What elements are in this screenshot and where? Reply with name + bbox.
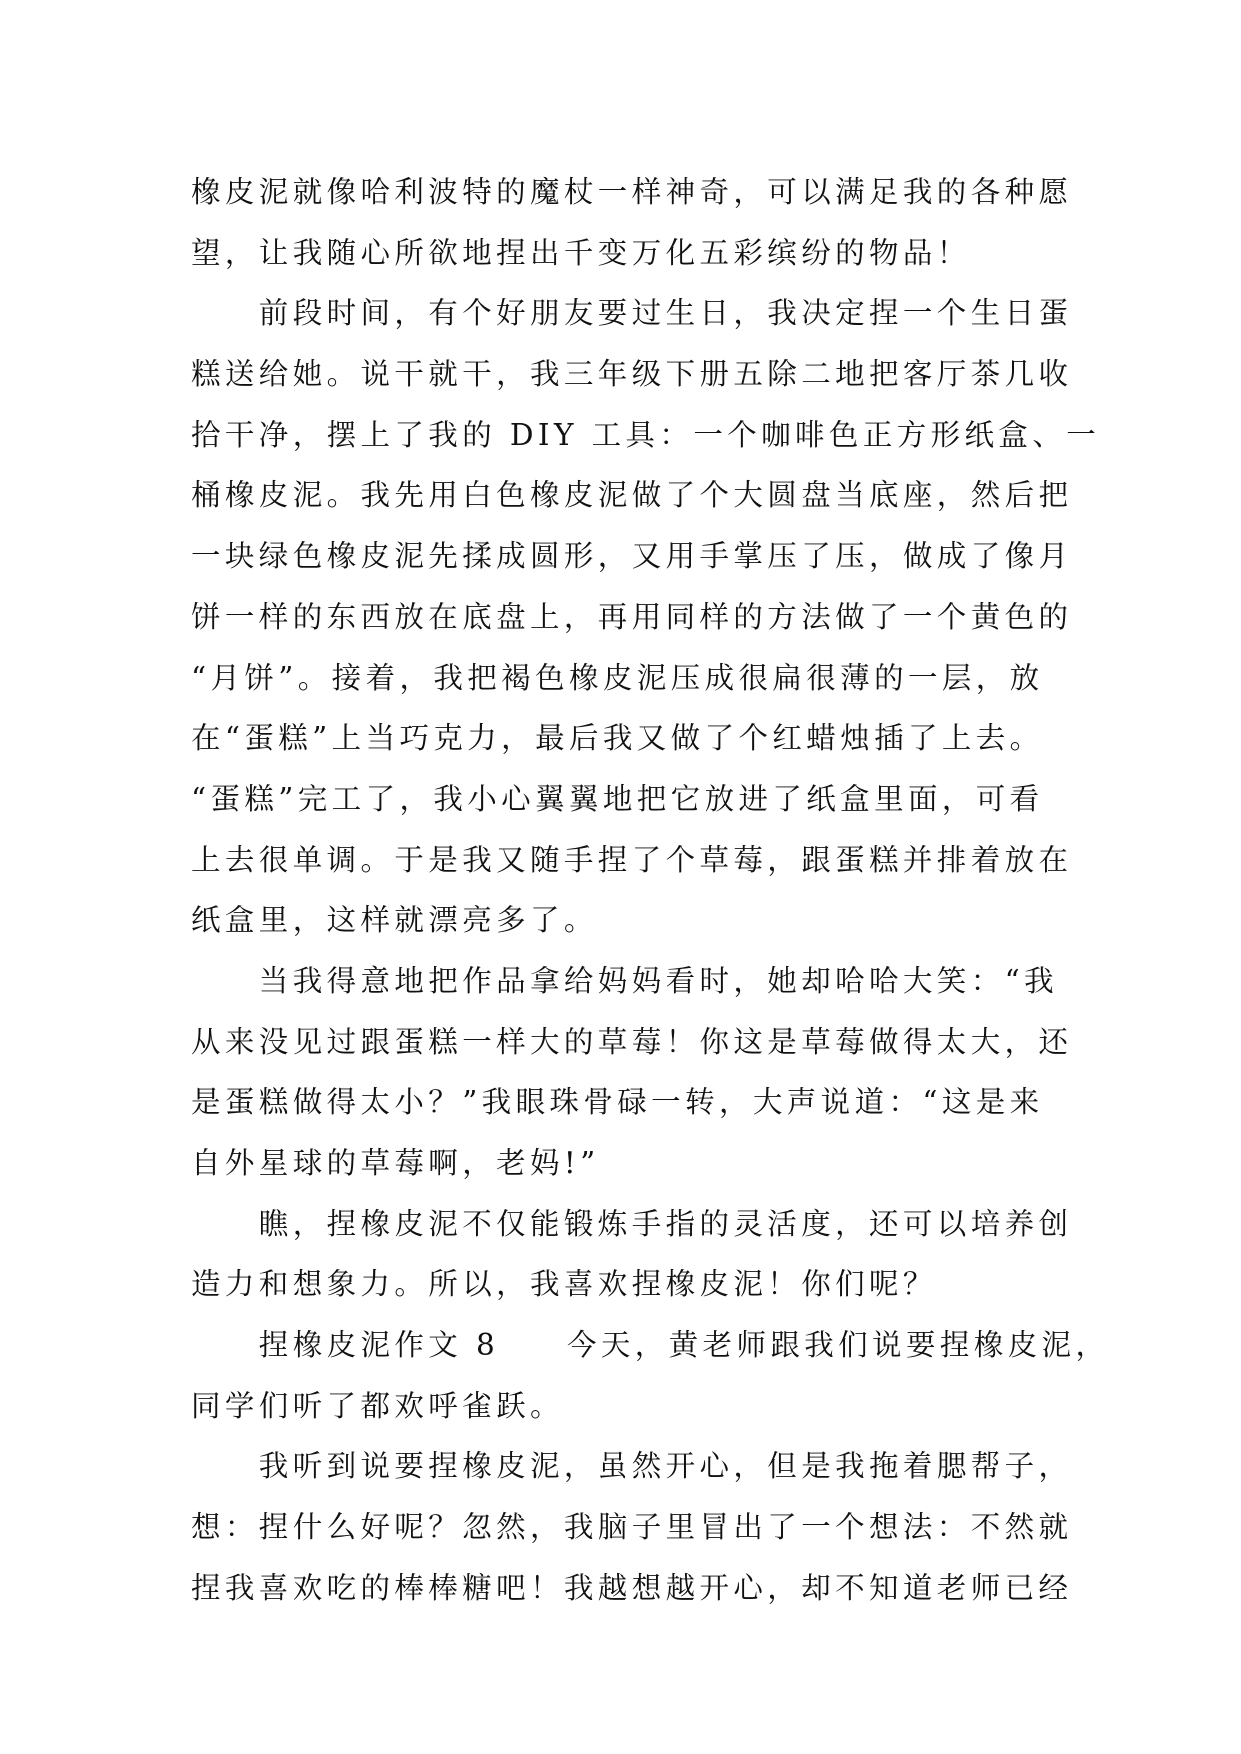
text-line: 饼一样的东西放在底盘上，再用同样的方法做了一个黄色的 — [191, 599, 1073, 634]
text-line: 造力和想象力。所以，我喜欢捏橡皮泥！你们呢？ — [191, 1267, 937, 1302]
text-line: 自外星球的草莓啊，老妈!” — [191, 1146, 600, 1180]
text-line: 望，让我随心所欲地捏出千变万化五彩缤纷的物品！ — [191, 235, 971, 270]
text-line: 当我得意地把作品拿给妈妈看时，她却哈哈大笑：“我 — [191, 963, 1058, 998]
text-line: 糕送给她。说干就干，我三年级下册五除二地把客厅茶几收 — [191, 357, 1073, 392]
text-line: 在“蛋糕”上当巧克力，最后我又做了个红蜡烛插了上去。 — [191, 721, 1044, 756]
text-line: “蛋糕”完工了，我小心翼翼地把它放进了纸盒里面，可看 — [191, 781, 1044, 816]
text-line: 同学们听了都欢呼雀跃。 — [191, 1388, 564, 1423]
essay-text-block — [191, 162, 1110, 1619]
text-line: “月饼”。接着，我把褐色橡皮泥压成很扁很薄的一层，放 — [191, 660, 1044, 695]
text-line: 瞧，捏橡皮泥不仅能锻炼手指的灵活度，还可以培养创 — [191, 1206, 1073, 1241]
text-line: 是蛋糕做得太小？”我眼珠骨碌一转，大声说道：“这是来 — [191, 1085, 1044, 1120]
text-line: 橡皮泥就像哈利波特的魔杖一样神奇，可以满足我的各种愿 — [191, 175, 1073, 209]
text-line: 一块绿色橡皮泥先揉成圆形，又用手掌压了压，做成了像月 — [191, 539, 1073, 574]
text-line: 纸盒里，这样就漂亮多了。 — [191, 903, 598, 938]
text-line: 拾干净，摆上了我的 DIY 工具：一个咖啡色正方形纸盒、一 — [191, 417, 1101, 452]
text-line: 我听到说要捏橡皮泥，虽然开心，但是我拖着腮帮子， — [191, 1449, 1073, 1484]
text-line: 桶橡皮泥。我先用白色橡皮泥做了个大圆盘当底座，然后把 — [191, 478, 1073, 513]
text-line: 从来没见过跟蛋糕一样大的草莓！你这是草莓做得太大，还 — [191, 1024, 1073, 1059]
text-line: 想：捏什么好呢？忽然，我脑子里冒出了一个想法：不然就 — [191, 1510, 1073, 1545]
text-line: 捏我喜欢吃的棒棒糖吧！我越想越开心，却不知道老师已经 — [191, 1570, 1073, 1605]
text-line: 上去很单调。于是我又随手捏了个草莓，跟蛋糕并排着放在 — [191, 842, 1073, 877]
text-line: 捏橡皮泥作文 8 今天，黄老师跟我们说要捏橡皮泥， — [191, 1328, 1110, 1363]
text-line: 前段时间，有个好朋友要过生日，我决定捏一个生日蛋 — [191, 296, 1073, 331]
